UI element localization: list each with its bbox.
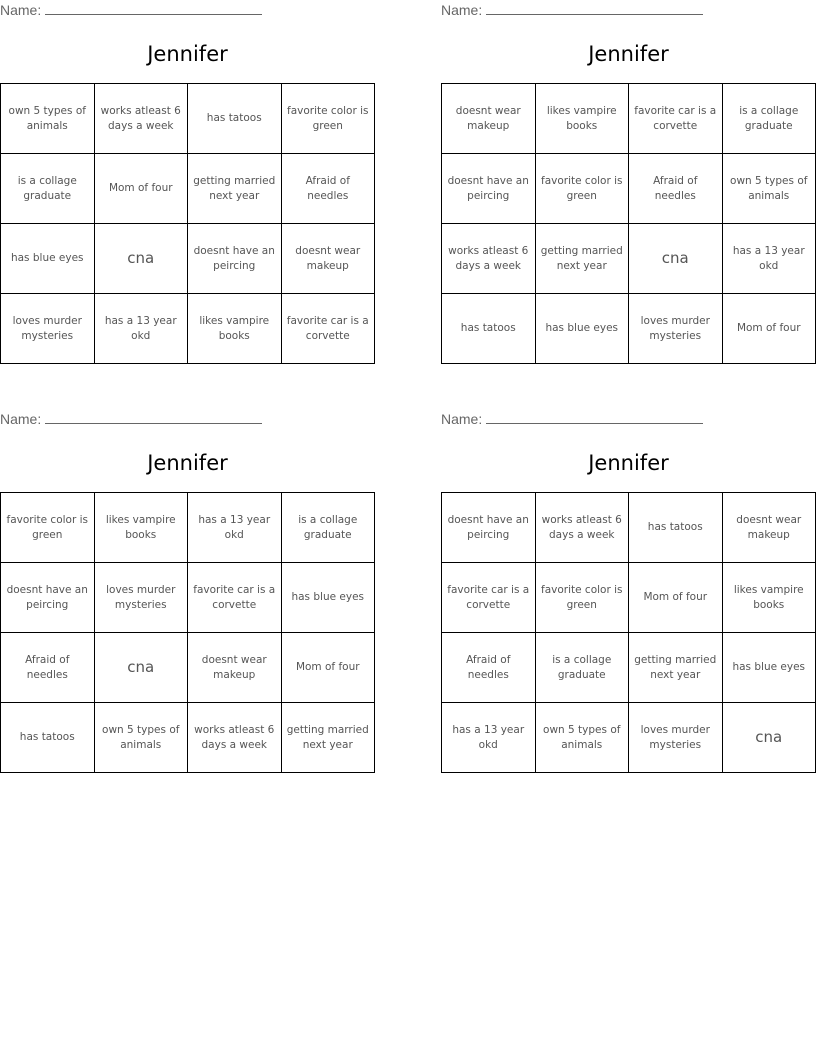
grid-row — [1, 84, 375, 154]
grid-row — [442, 493, 816, 563]
bingo-cell: doesnt have an peircing — [442, 154, 536, 224]
bingo-cell: has blue eyes — [535, 294, 629, 364]
grid-row — [1, 154, 375, 224]
bingo-cell: has tatoos — [629, 493, 723, 563]
name-field — [441, 411, 703, 427]
grid-row — [1, 493, 375, 563]
bingo-cell: doesnt wear makeup — [442, 84, 536, 154]
bingo-cell: likes vampire books — [188, 294, 282, 364]
bingo-cell: favorite color is green — [281, 84, 375, 154]
grid-row — [442, 294, 816, 364]
grid-row — [1, 563, 375, 633]
bingo-cell: has blue eyes — [722, 633, 816, 703]
name-field — [0, 2, 262, 18]
name-label: Name: — [441, 411, 483, 427]
bingo-cell: favorite car is a corvette — [629, 84, 723, 154]
bingo-cell: favorite color is green — [535, 563, 629, 633]
card-title: Jennifer — [147, 451, 228, 475]
card-title: Jennifer — [588, 451, 669, 475]
name-blank-line[interactable] — [45, 2, 262, 15]
bingo-cell: Afraid of needles — [1, 633, 95, 703]
bingo-cell: Mom of four — [94, 154, 188, 224]
name-field — [0, 411, 262, 427]
bingo-cell: getting married next year — [629, 633, 723, 703]
bingo-cell: has tatoos — [442, 294, 536, 364]
bingo-cell: loves murder mysteries — [629, 703, 723, 773]
name-blank-line[interactable] — [486, 411, 703, 424]
bingo-cell: has tatoos — [188, 84, 282, 154]
bingo-cell: favorite car is a corvette — [188, 563, 282, 633]
free-cell: cna — [629, 224, 723, 294]
bingo-cell: getting married next year — [188, 154, 282, 224]
bingo-cell: favorite car is a corvette — [281, 294, 375, 364]
grid-row — [442, 224, 816, 294]
bingo-cell: has blue eyes — [281, 563, 375, 633]
free-cell: cna — [94, 224, 188, 294]
bingo-cell: loves murder mysteries — [94, 563, 188, 633]
bingo-cell: favorite color is green — [1, 493, 95, 563]
bingo-cell: has a 13 year okd — [442, 703, 536, 773]
bingo-grid — [0, 83, 375, 364]
bingo-cell: has a 13 year okd — [188, 493, 282, 563]
bingo-cell: works atleast 6 days a week — [188, 703, 282, 773]
bingo-cell: is a collage graduate — [535, 633, 629, 703]
bingo-cell: doesnt wear makeup — [188, 633, 282, 703]
bingo-cell: doesnt have an peircing — [1, 563, 95, 633]
bingo-cell: Afraid of needles — [281, 154, 375, 224]
card-title: Jennifer — [147, 42, 228, 66]
free-cell: cna — [722, 703, 816, 773]
bingo-card — [441, 409, 816, 751]
bingo-cell: likes vampire books — [535, 84, 629, 154]
name-blank-line[interactable] — [486, 2, 703, 15]
name-label: Name: — [0, 2, 42, 18]
name-label: Name: — [441, 2, 483, 18]
grid-row — [442, 84, 816, 154]
name-blank-line[interactable] — [45, 411, 262, 424]
bingo-cell: own 5 types of animals — [722, 154, 816, 224]
bingo-cell: has a 13 year okd — [722, 224, 816, 294]
bingo-card — [0, 409, 375, 751]
bingo-cell: Afraid of needles — [629, 154, 723, 224]
bingo-cell: is a collage graduate — [1, 154, 95, 224]
bingo-cell: own 5 types of animals — [1, 84, 95, 154]
name-label: Name: — [0, 411, 42, 427]
bingo-cell: has blue eyes — [1, 224, 95, 294]
grid-row — [442, 563, 816, 633]
bingo-cell: doesnt wear makeup — [281, 224, 375, 294]
grid-row — [442, 154, 816, 224]
bingo-cell: has tatoos — [1, 703, 95, 773]
bingo-cell: doesnt have an peircing — [188, 224, 282, 294]
bingo-cell: works atleast 6 days a week — [94, 84, 188, 154]
card-title: Jennifer — [588, 42, 669, 66]
bingo-cell: favorite car is a corvette — [442, 563, 536, 633]
bingo-cell: works atleast 6 days a week — [442, 224, 536, 294]
grid-row — [1, 633, 375, 703]
bingo-cell: is a collage graduate — [722, 84, 816, 154]
bingo-cell: own 5 types of animals — [535, 703, 629, 773]
bingo-cell: likes vampire books — [722, 563, 816, 633]
bingo-card — [441, 0, 816, 342]
bingo-grid — [441, 83, 816, 364]
bingo-cell: loves murder mysteries — [1, 294, 95, 364]
bingo-cell: Mom of four — [281, 633, 375, 703]
bingo-cell: Afraid of needles — [442, 633, 536, 703]
grid-row — [1, 224, 375, 294]
name-field — [441, 2, 703, 18]
grid-row — [442, 703, 816, 773]
bingo-cell: Mom of four — [629, 563, 723, 633]
bingo-cell: likes vampire books — [94, 493, 188, 563]
bingo-cell: doesnt wear makeup — [722, 493, 816, 563]
grid-row — [1, 294, 375, 364]
bingo-cell: is a collage graduate — [281, 493, 375, 563]
bingo-cell: getting married next year — [535, 224, 629, 294]
free-cell: cna — [94, 633, 188, 703]
bingo-grid — [0, 492, 375, 773]
grid-row — [442, 633, 816, 703]
bingo-cell: doesnt have an peircing — [442, 493, 536, 563]
bingo-cell: getting married next year — [281, 703, 375, 773]
bingo-cell: favorite color is green — [535, 154, 629, 224]
bingo-cell: loves murder mysteries — [629, 294, 723, 364]
bingo-cell: has a 13 year okd — [94, 294, 188, 364]
bingo-cell: own 5 types of animals — [94, 703, 188, 773]
bingo-card — [0, 0, 375, 342]
bingo-cell: works atleast 6 days a week — [535, 493, 629, 563]
bingo-cell: Mom of four — [722, 294, 816, 364]
grid-row — [1, 703, 375, 773]
bingo-grid — [441, 492, 816, 773]
